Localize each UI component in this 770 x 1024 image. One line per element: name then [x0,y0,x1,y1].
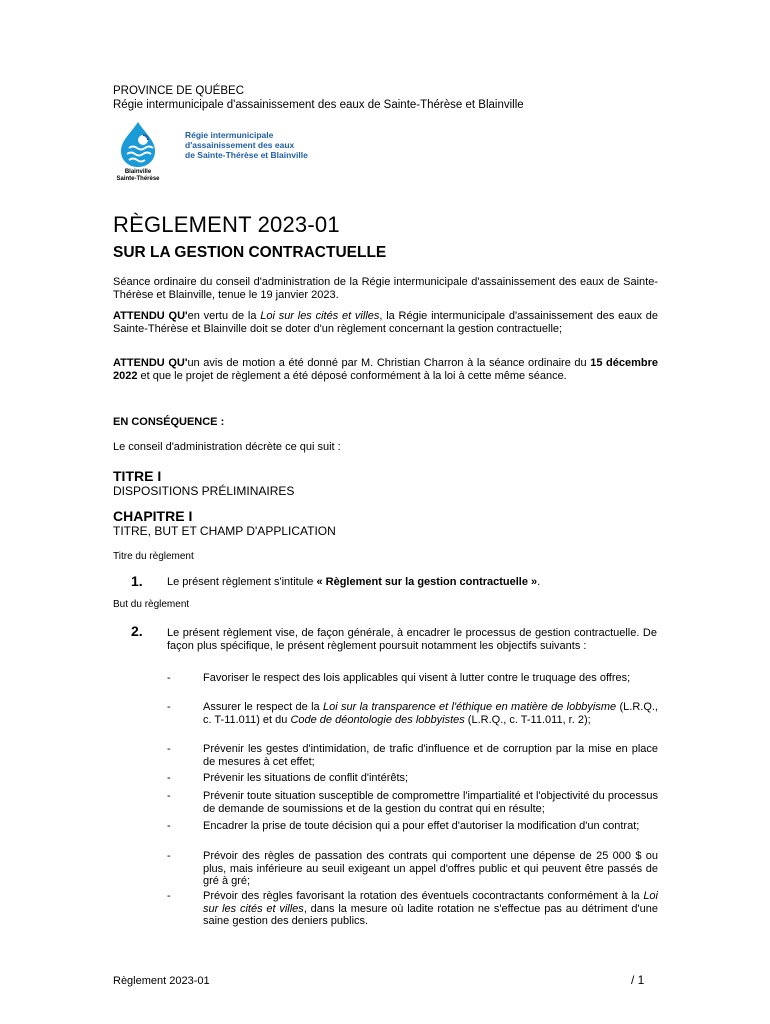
water-drop-logo-icon [113,120,163,168]
decrete-paragraph: Le conseil d'administration décrète ce qui suit : [113,441,341,453]
chapitre-name: TITRE, BUT ET CHAMP D'APPLICATION [113,524,336,538]
objective-item: Encadrer la prise de toute décision qui a pour effet d'autoriser la modification d'un contrat; [203,820,640,832]
bullet-dash: - [167,890,171,902]
objective-item: Assurer le respect de la Loi sur la transparence et l'éthique en matière de lobbyisme (L.R.Q., c. T-11.011) et du Code de déontologie des lobbyistes (L.R.Q., c. T-11.011, r. 2); [203,701,658,726]
bullet-dash: - [167,820,171,832]
section-title-1: Titre du règlement [113,551,194,562]
footer-page-number: / 1 [631,973,645,987]
logo-cities: Blainville Sainte-Thérèse [116,169,160,182]
titre-name: DISPOSITIONS PRÉLIMINAIRES [113,484,295,498]
organization-line: Régie intermunicipale d'assainissement des eaux de Sainte-Thérèse et Blainville [113,99,524,111]
bullet-dash: - [167,701,171,713]
attendu-paragraph-2: ATTENDU QU'un avis de motion a été donné par M. Christian Charron à la séance ordinaire du 15 décembre 2022 et que le projet de règlement a été déposé conformément à la loi à cette même séance. [113,357,659,382]
article-number-2: 2. [131,623,143,639]
consequence-heading: EN CONSÉQUENCE : [113,416,225,428]
footer-document-name: Règlement 2023-01 [113,975,210,987]
titre-label: TITRE I [113,468,162,484]
seance-paragraph: Séance ordinaire du conseil d'administration de la Régie intermunicipale d'assainissement des eaux de Sainte-Thérèse et Blainville, tenue le 19 janvier 2023. [113,276,658,301]
section-title-2: But du règlement [113,599,190,610]
document-title: RÈGLEMENT 2023-01 [113,212,340,237]
header [113,84,524,112]
bullet-dash: - [167,743,171,755]
objective-item: Prévenir les gestes d'intimidation, de trafic d'influence et de corruption par la mise en place de mesures à cet effet; [203,743,658,768]
bullet-dash: - [167,772,171,784]
chapitre-label: CHAPITRE I [113,508,193,524]
objective-item: Prévoir des règles de passation des contrats qui comportent une dépense de 25 000 $ ou plus, mais inférieure au seuil exigeant un appel d'offres public et qui peuvent être passés de gré à gré; [203,850,658,887]
objective-item: Prévenir toute situation susceptible de compromettre l'impartialité et l'objectivité du processus de demande de soumissions et de la gestion du contrat qui en résulte; [203,790,658,815]
bullet-dash: - [167,790,171,802]
logo [113,120,333,184]
article-number-1: 1. [131,573,143,589]
attendu-paragraph-1: ATTENDU QU'en vertu de la Loi sur les cités et villes, la Régie intermunicipale d'assainissement des eaux de Sainte-Thérèse et Blainville doit se doter d'un règlement concernant la gestion contractuelle; [113,310,659,335]
province-line: PROVINCE DE QUÉBEC [113,85,244,97]
objective-item: Prévenir les situations de conflit d'intérêts; [203,772,409,784]
bullet-dash: - [167,850,171,862]
article-2-text: Le présent règlement vise, de façon générale, à encadrer le processus de gestion contractuelle. De façon plus spécifique, le présent règlement poursuit notamment les objectifs suivants : [167,627,657,652]
document-subtitle: SUR LA GESTION CONTRACTUELLE [113,244,387,261]
objective-item: Favoriser le respect des lois applicables qui visent à lutter contre le truquage des offres; [203,672,631,684]
objective-item: Prévoir des règles favorisant la rotation des éventuels cocontractants conformément à la Loi sur les cités et villes, dans la mesure où ladite rotation ne s'effectue pas au détriment d'une saine gestion des deniers publics. [203,890,659,927]
bullet-dash: - [167,672,171,684]
logo-text: Régie intermunicipale d'assainissement des eaux de Sainte-Thérèse et Blainville [185,130,308,160]
article-1-text: Le présent règlement s'intitule « Règlement sur la gestion contractuelle ». [167,576,541,588]
